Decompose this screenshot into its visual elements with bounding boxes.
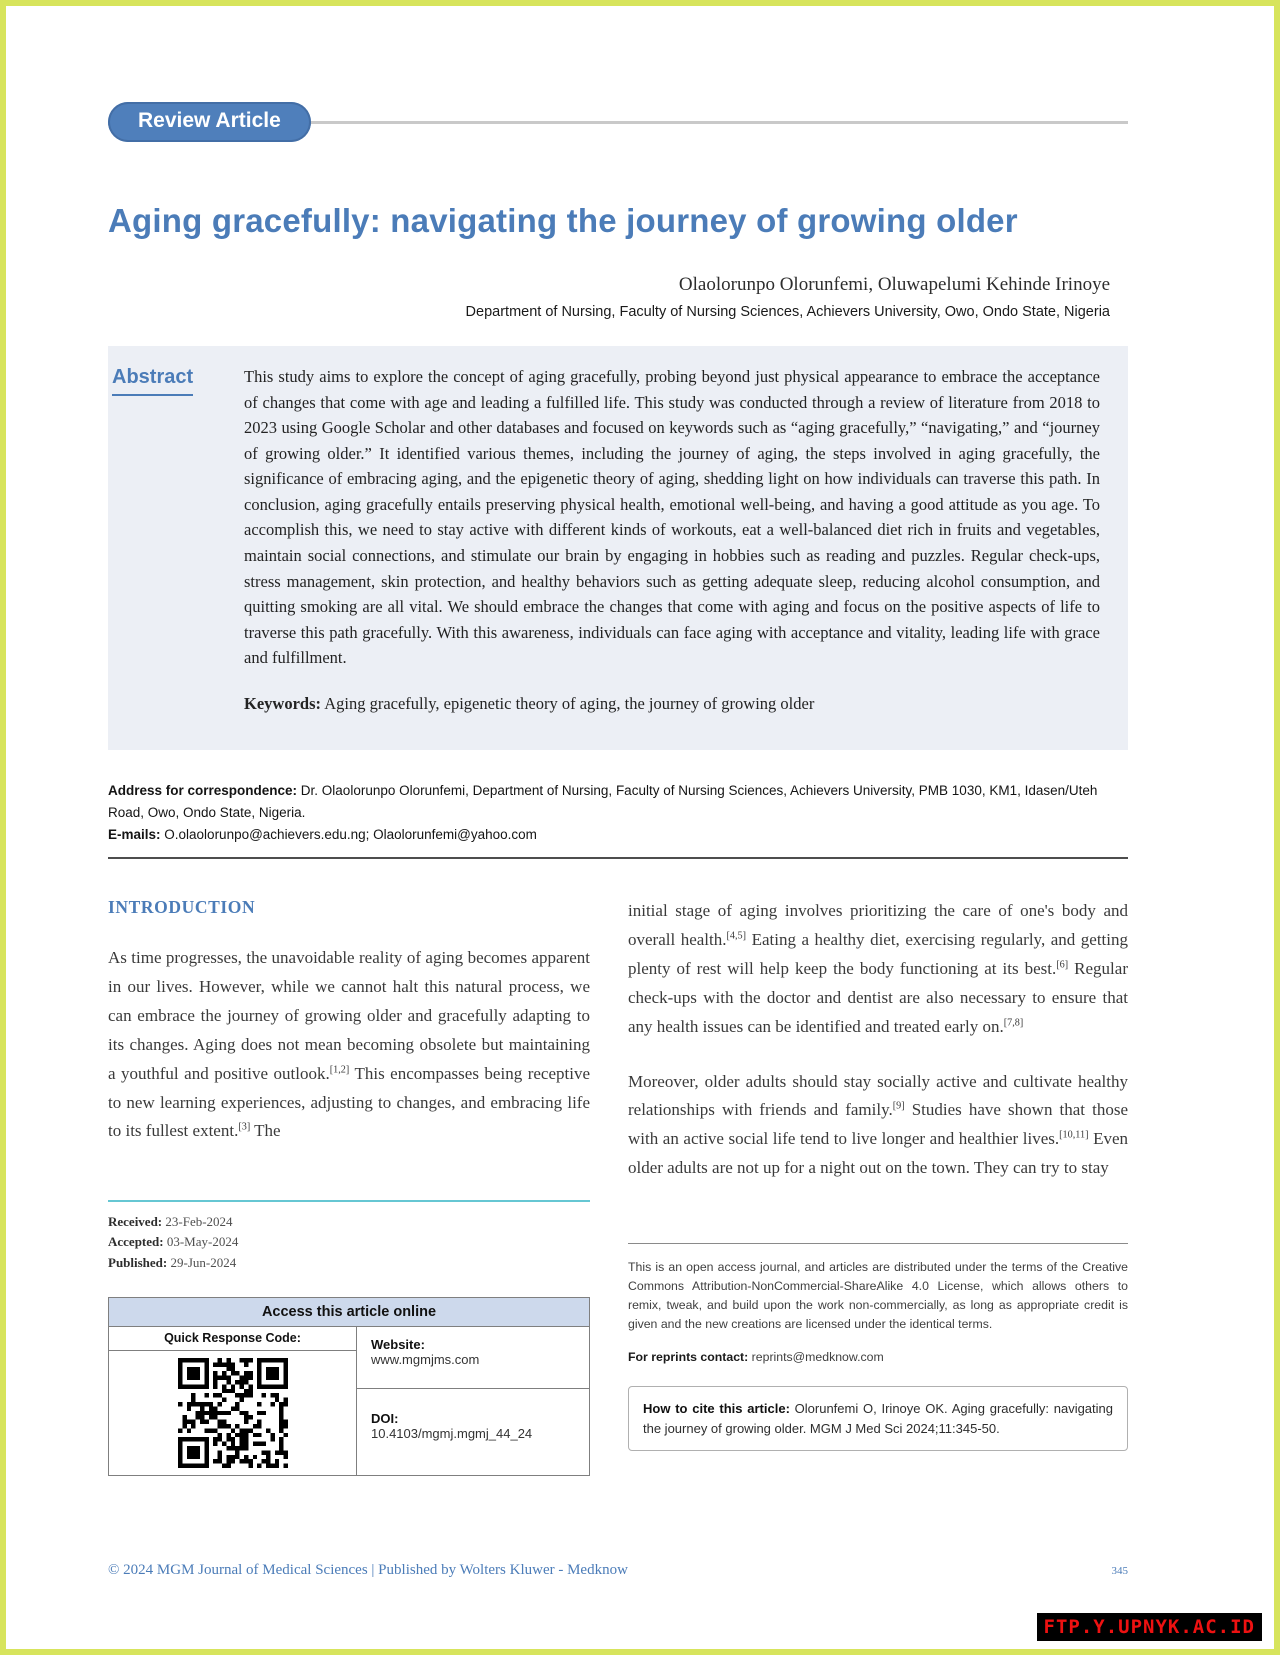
correspondence-block bbox=[108, 780, 1128, 845]
right-column bbox=[628, 897, 1128, 1476]
received-value: 23-Feb-2024 bbox=[162, 1214, 233, 1230]
reprints-line bbox=[628, 1350, 1128, 1364]
section-divider bbox=[108, 857, 1128, 859]
article-type-row bbox=[108, 102, 1128, 142]
body-columns bbox=[108, 897, 1128, 1476]
abstract-label-column bbox=[112, 364, 244, 716]
abstract-section bbox=[108, 346, 1128, 750]
qr-label: Quick Response Code: bbox=[109, 1327, 356, 1351]
access-table-title: Access this article online bbox=[109, 1298, 589, 1327]
website-cell bbox=[357, 1327, 589, 1389]
keywords-label: Keywords: bbox=[244, 693, 321, 713]
abstract-body-column bbox=[244, 364, 1100, 716]
doi-cell bbox=[357, 1389, 589, 1475]
qr-cell bbox=[109, 1327, 357, 1475]
body-paragraph-2: Moreover, older adults should stay socially active and cultivate healthy relationships with friends and family.[9] Studies have shown that those with an active social life tend to live longer and healthier lives.[10,11] Even older adults are not up for a night out on the town. They can try to stay bbox=[628, 1071, 1128, 1178]
published-label: Published: bbox=[108, 1254, 168, 1270]
watermark-stamp: FTP.Y.UPNYK.AC.ID bbox=[1037, 1613, 1262, 1641]
introduction-paragraph: As time progresses, the unavoidable reality of aging becomes apparent in our lives. However, while we cannot halt this natural process, we can embrace the journey of growing older and gracefully adapting to its changes. Aging does not mean becoming obsolete but maintaining a youthful and positive outlook.[1,2] This encompasses being receptive to new learning experiences, adjusting to changes, and embracing life to its fullest extent.[3] The bbox=[108, 948, 590, 1141]
abstract-body: This study aims to explore the concept of aging gracefully, probing beyond just physical appearance to embrace the acceptance of changes that come with age and leading a fulfilled life. This study was conducted through a review of literature from 2018 to 2023 using Google Scholar and other databases and focused on keywords such as “aging gracefully,” “navigating,” and “journey of growing older.” It identified various themes, including the journey of aging, the steps involved in aging gracefully, the significance of embracing aging, and the epigenetic theory of aging, shedding light on how individuals can traverse this path. In conclusion, aging gracefully entails preserving physical health, emotional well-being, and having a good attitude as you age. To accomplish this, we need to stay active with different kinds of workouts, eat a well-balanced diet rich in fruits and vegetables, maintain social connections, and stimulate our brain by engaging in hobbies such as reading and puzzles. Regular check-ups, stress management, skin protection, and healthy behaviors such as getting adequate sleep, reducing alcohol consumption, and quitting smoking are all vital. We should embrace the changes that come with aging and focus on the positive aspects of life to traverse this path gracefully. With this awareness, individuals can face aging with acceptance and vitality, leading life with grace and fulfillment. bbox=[244, 367, 1100, 668]
qr-code-image bbox=[178, 1358, 288, 1468]
open-access-notice: This is an open access journal, and articles are distributed under the terms of the Creative Commons Attribution-NonCommercial-ShareAlike 4.0 License, which allows others to remix, tweak, and build upon the work non-commercially, as long as appropriate credit is given and the new creations are licensed under the identical terms. bbox=[628, 1243, 1128, 1334]
access-table-body bbox=[109, 1327, 589, 1475]
published-line bbox=[108, 1253, 590, 1273]
body-paragraph-1: initial stage of aging involves prioritizing the care of one's body and overall health.[4,5] Eating a healthy diet, exercising regularly, and getting plenty of rest will help keep the body functioning at its best.[6] Regular check-ups with the doctor and dentist are also necessary to ensure that any health issues can be identified and treated early on.[7,8] bbox=[628, 901, 1128, 1036]
received-line bbox=[108, 1212, 590, 1232]
article-title: Aging gracefully: navigating the journey of growing older bbox=[108, 202, 1018, 239]
page-number: 345 bbox=[1111, 1565, 1128, 1577]
cite-text: Olorunfemi O, Irinoye OK. Aging gracefully: navigating the journey of growing older. MGM J Med Sci 2024;11:345-50. bbox=[643, 1401, 1113, 1436]
website-value[interactable]: www.mgmjms.com bbox=[371, 1351, 480, 1367]
left-column bbox=[108, 897, 590, 1476]
accepted-value: 03-May-2024 bbox=[163, 1234, 239, 1250]
reprints-label: For reprints contact: bbox=[628, 1350, 749, 1365]
header-rule bbox=[311, 121, 1128, 124]
keywords-value: Aging gracefully, epigenetic theory of aging, the journey of growing older bbox=[321, 693, 815, 713]
published-value: 29-Jun-2024 bbox=[167, 1254, 237, 1270]
access-article-table bbox=[108, 1297, 590, 1476]
page-footer bbox=[108, 1562, 1128, 1579]
emails-label: E-mails: bbox=[108, 826, 161, 842]
accepted-label: Accepted: bbox=[108, 1234, 164, 1250]
cite-label: How to cite this article: bbox=[643, 1401, 790, 1417]
introduction-heading: INTRODUCTION bbox=[108, 897, 256, 918]
affiliation-line: Department of Nursing, Faculty of Nursing Sciences, Achievers University, Owo, Ondo State, Nigeria bbox=[465, 304, 1110, 320]
correspondence-text: Dr. Olaolorunpo Olorunfemi, Department of Nursing, Faculty of Nursing Sciences, Achievers University, PMB 1030, KM1, Idasen/Uteh Road, Owo, Ondo State, Nigeria. bbox=[108, 783, 1098, 820]
accepted-line bbox=[108, 1232, 590, 1252]
emails-value: O.olaolorunpo@achievers.edu.ng; Olaolorunfemi@yahoo.com bbox=[160, 826, 537, 842]
how-to-cite-box bbox=[628, 1386, 1128, 1451]
authors-line: Olaolorunpo Olorunfemi, Oluwapelumi Kehinde Irinoye bbox=[678, 274, 1110, 295]
access-links-cell bbox=[357, 1327, 589, 1475]
abstract-heading: Abstract bbox=[112, 366, 193, 396]
correspondence-label: Address for correspondence: bbox=[108, 783, 298, 799]
doi-value[interactable]: 10.4103/mgmj.mgmj_44_24 bbox=[371, 1425, 533, 1441]
article-type-badge: Review Article bbox=[108, 102, 311, 142]
website-label: Website: bbox=[371, 1336, 425, 1352]
copyright-line: © 2024 MGM Journal of Medical Sciences | Published by Wolters Kluwer - Medknow bbox=[108, 1562, 628, 1578]
keywords-line bbox=[244, 691, 1100, 717]
qr-code-icon bbox=[109, 1351, 356, 1475]
dates-block bbox=[108, 1200, 590, 1272]
received-label: Received: bbox=[108, 1214, 163, 1230]
page-content bbox=[6, 6, 1274, 1476]
doi-label: DOI: bbox=[371, 1410, 399, 1426]
reprints-email[interactable]: reprints@medknow.com bbox=[748, 1350, 884, 1365]
